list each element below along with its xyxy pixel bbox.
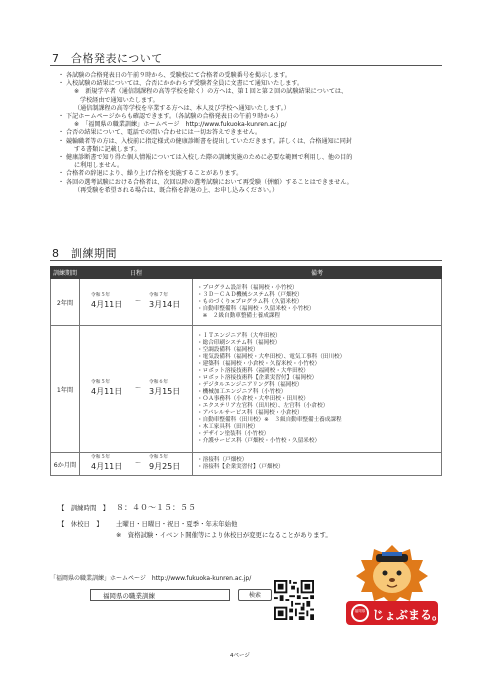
- search-input[interactable]: 福岡県の職業訓練: [90, 589, 230, 601]
- start-era: 令和５年: [91, 455, 111, 460]
- section-7-item: （再受験を希望される場合は、既合格を辞退の上、お申し込みください。）: [74, 186, 279, 194]
- course-item: ・ロボット溶接技術科【企業実習付】（福岡校）: [197, 375, 318, 381]
- section-7-item: （通信制課程の高等学校を卒業する方へは、本人及び学校へ通知いたします。）: [74, 104, 290, 112]
- training-period-table: [50, 266, 442, 476]
- header-period: 訓練期間: [51, 267, 80, 279]
- section-7-item: ※ 「福岡県の職業訓練」ホームページ http://www.fukuoka-kunren.ac.jp/: [74, 121, 287, 129]
- table-row: [51, 326, 442, 453]
- course-item: ・デジタルエンジニアリング科（福岡校）: [197, 382, 303, 388]
- mascot-jobumaru: [344, 543, 445, 627]
- schedule-cell: [80, 279, 193, 326]
- course-item: ・介護サービス科（戸畑校・小竹校・久留米校）: [197, 438, 321, 444]
- holidays-label: 【 休校日 】: [58, 520, 103, 528]
- holidays: [58, 519, 238, 528]
- course-item: ・溶接科（戸畑校）: [197, 457, 248, 463]
- table-row: [51, 279, 442, 326]
- section-7-item: ・ 入校試験の結果については、合否にかかわらず受験者全員に文書にて通知いたします。: [58, 80, 443, 88]
- range-tilde: ～: [135, 298, 142, 305]
- schedule-cell: [80, 453, 193, 476]
- page-number: 4ページ: [230, 653, 250, 659]
- course-item: ・ロボット溶接技術科（福岡校・大牟田校）: [197, 368, 309, 374]
- course-item: ・自動車整備科（福岡校・久留米校・小竹校）: [197, 305, 315, 312]
- courses-cell: [193, 453, 442, 476]
- mascot-name: じょぶまる。: [372, 608, 445, 622]
- course-item: ・空調設備科（福岡校）: [197, 347, 259, 353]
- end-date: 9月25日: [149, 462, 181, 471]
- range-tilde: ～: [135, 385, 142, 392]
- section-7-item: ※ 新規学卒者（通信制課程の高等学校を除く）の方へは、第１回と第２回の試験結果については、: [74, 88, 348, 96]
- end-date: 3月14日: [149, 300, 181, 309]
- end-era: 令和６年: [149, 380, 169, 385]
- section-7-item: ・ 下記ホームページからも確認できます。（各試験の合格発表日の午前９時から）: [58, 113, 443, 121]
- course-item: ・建築科（福岡校・小倉校・久留米校・小竹校）: [197, 361, 321, 367]
- training-hours-value: ８：４０～１５：５５: [116, 503, 196, 512]
- course-item: ※ ２級自動車整備士養成課程: [197, 312, 280, 319]
- start-era: 令和５年: [91, 380, 111, 385]
- holidays-note: ※ 資格試験・イベント開催等により休校日が変更になることがあります。: [116, 531, 332, 539]
- training-hours-label: 【 訓練時間 】: [58, 504, 110, 512]
- course-item: ・プログラム設計科（福岡校・小竹校）: [197, 284, 298, 291]
- schedule-cell: [80, 326, 193, 453]
- header-schedule: 日程: [80, 267, 193, 279]
- start-date: 4月11日: [91, 300, 123, 309]
- section-7-item: ・ 合格者の辞退により、繰り上げ合格を実施することがあります。: [58, 170, 443, 178]
- period-cell: 2年間: [51, 279, 80, 326]
- table-row: [51, 453, 442, 476]
- section-7-list: [58, 72, 443, 195]
- section-7-item: ・ 合否の結果について、電話での問い合わせには一切お答えできません。: [58, 129, 443, 137]
- section-7-item: ・ 競輪職者等の方は、入校前に指定様式の健康診断書を提出していただきます。詳しくは、合格通知に同封: [58, 138, 443, 146]
- course-item: ・３Ｄ－ＣＡＤ機械システム科（戸畑校）: [197, 291, 303, 298]
- course-item: ・機械加工エンジニア科（小竹校）: [197, 389, 287, 395]
- mascot-badge: 福岡県: [354, 609, 366, 613]
- section-7-rule: [50, 65, 442, 66]
- end-date: 3月15日: [149, 387, 181, 396]
- section-8-title: 8 訓練期間: [52, 247, 117, 260]
- section-8-rule: [50, 260, 442, 261]
- range-tilde: ～: [135, 460, 142, 467]
- section-7-title: 7 合格発表について: [52, 52, 163, 65]
- course-item: ・総合印刷システム科（福岡校）: [197, 340, 281, 346]
- training-hours: [58, 503, 196, 512]
- course-item: ・電気設備科（福岡校・大牟田校）、電気工事科（田川校）: [197, 354, 346, 360]
- start-era: 令和５年: [91, 293, 111, 298]
- course-item: ・自動車整備科（田川校）※ ３級自動車整備士養成課程: [197, 417, 342, 423]
- holidays-value: 土曜日・日曜日・祝日・夏季・年末年始他: [116, 520, 238, 528]
- end-era: 令和５年: [149, 455, 169, 460]
- section-7-item: ・ 健康診断書で知り得た個人情報については入校した際の訓練実施のために必要な範囲で利用し、他の目的: [58, 154, 443, 162]
- homepage-reference: 「福岡県の職業訓練」ホームページ http://www.fukuoka-kunren.ac.jp/: [50, 575, 252, 582]
- start-date: 4月11日: [91, 462, 123, 471]
- course-item: ・アパレルサービス科（福岡校・小倉校）: [197, 410, 303, 416]
- section-7-item: ・ 各回の選考試験における合格者は、次回以降の選考試験において再受験（併願）することはできません。: [58, 179, 443, 187]
- course-item: ・溶接科【企業実習付】（戸畑校）: [197, 464, 284, 470]
- qr-code-icon: [274, 580, 314, 620]
- section-7-item: 学校経由で通知いたします。: [80, 96, 159, 104]
- course-item: ・ＩＴエンジニア科（大牟田校）: [197, 333, 281, 339]
- course-item: ・ＯＡ事務科（小倉校・大牟田校・田川校）: [197, 396, 309, 402]
- courses-cell: [193, 279, 442, 326]
- section-7-item: する書類に記載します。: [74, 145, 141, 153]
- table-header-row: [51, 267, 442, 279]
- section-7-item: に利用しません。: [74, 162, 124, 170]
- course-item: ・デザイン塗装科（小竹校）: [197, 431, 270, 437]
- start-date: 4月11日: [91, 387, 123, 396]
- end-era: 令和７年: [149, 293, 169, 298]
- period-cell: 1年間: [51, 326, 80, 453]
- section-7-item: ・ 各試験の合格発表日の午前９時から、受験校にて合格者の受験番号を掲示します。: [58, 72, 443, 80]
- course-item: ・ものづくり×プログラム科（久留米校）: [197, 298, 303, 305]
- courses-cell: [193, 326, 442, 453]
- header-notes: 備考: [193, 267, 442, 279]
- course-item: ・エクステリア左官科（田川校）、左官科（小倉校）: [197, 403, 329, 409]
- period-cell: 6か月間: [51, 453, 80, 476]
- course-item: ・木工家具科（田川校）: [197, 424, 259, 430]
- search-button[interactable]: 検索: [238, 589, 272, 601]
